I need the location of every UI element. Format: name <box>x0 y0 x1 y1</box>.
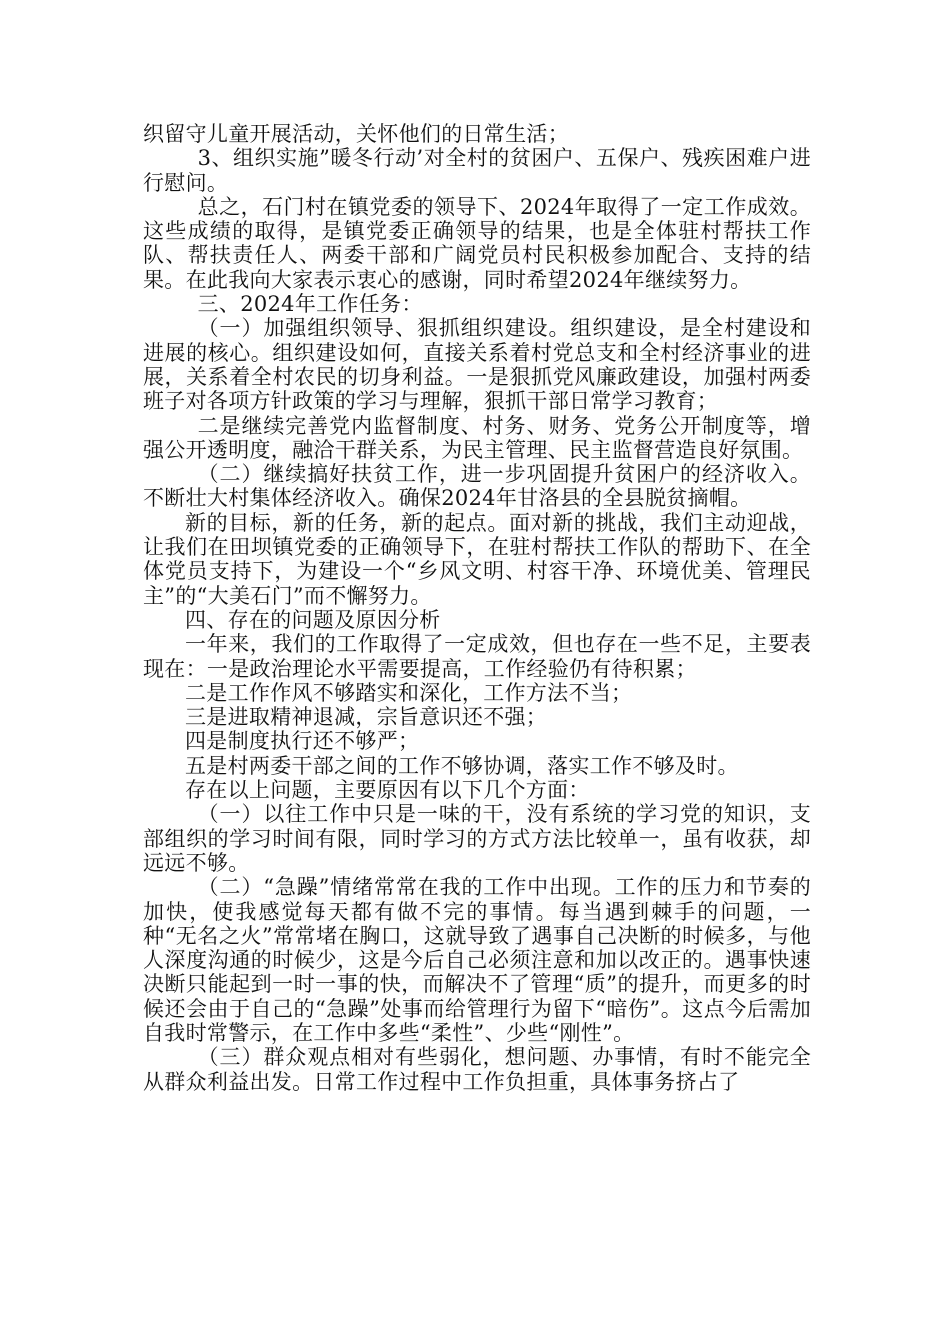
paragraph-new-goals: 新的目标，新的任务，新的起点。面对新的挑战，我们主动迎战，让我们在田坝镇党委的正确领导下，在驻村帮扶工作队的帮助下、在全体党员支持下，为建设一个“乡风文明、村容干净、环境优美、管理民主”的“大美石门”而不懈努力。 <box>143 510 811 608</box>
paragraph-problem-3: 三是进取精神退减，宗旨意识还不强； <box>185 705 548 730</box>
paragraph-problem-2: 二是工作作风不够踏实和深化，工作方法不当； <box>185 680 633 705</box>
paragraph-problems-intro: 一年来，我们的工作取得了一定成效，但也存在一些不足，主要表现在：一是政治理论水平需要提高，工作经验仍有待积累； <box>143 632 811 681</box>
paragraph-cause-1: （一）以往工作中只是一味的干，没有系统的学习党的知识，支部组织的学习时间有限，同时学习的方式方法比较单一，虽有收获，却远远不够。 <box>143 802 811 875</box>
section-heading-tasks: 三、2024年工作任务： <box>197 292 423 317</box>
paragraph-causes-intro: 存在以上问题，主要原因有以下几个方面： <box>185 778 590 803</box>
section-heading-problems: 四、存在的问题及原因分析 <box>185 607 441 632</box>
document-body <box>143 122 811 1094</box>
paragraph-task-2: （二）继续搞好扶贫工作，进一步巩固提升贫困户的经济收入。不断壮大村集体经济收入。确保2024年甘洛县的全县脱贫摘帽。 <box>143 462 811 511</box>
paragraph-summary: 总之，石门村在镇党委的领导下、2024年取得了一定工作成效。这些成绩的取得，是镇党委正确领导的结果，也是全体驻村帮扶工作队、帮扶责任人、两委干部和广阔党员村民积极参加配合、支持的结果。在此我向大家表示衷心的感谢，同时希望2024年继续努力。 <box>143 194 811 292</box>
paragraph-task-1-part-2: 二是继续完善党内监督制度、村务、财务、党务公开制度等，增强公开透明度，融洽干群关系，为民主管理、民主监督营造良好氛围。 <box>143 413 811 462</box>
paragraph-cause-3: （三）群众观点相对有些弱化，想问题、办事情，有时不能完全从群众利益出发。日常工作过程中工作负担重，具体事务挤占了 <box>143 1045 811 1094</box>
paragraph-item-3: 3、组织实施”暖冬行动’对全村的贫困户、五保户、残疾困难户进行慰问。 <box>143 146 811 195</box>
paragraph-problem-5: 五是村两委干部之间的工作不够协调，落实工作不够及时。 <box>185 753 739 778</box>
paragraph-task-1: （一）加强组织领导、狠抓组织建设。组织建设，是全村建设和进展的核心。组织建设如何，直接关系着村党总支和全村经济事业的进展，关系着全村农民的切身利益。一是狠抓党风廉政建设，加强村两委班子对各项方针政策的学习与理解，狠抓干部日常学习教育； <box>143 316 811 414</box>
paragraph-continuation: 织留守儿童开展活动，关怀他们的日常生活； <box>143 122 569 146</box>
paragraph-cause-2: （二）“急躁”情绪常常在我的工作中出现。工作的压力和节奏的加快，使我感觉每天都有做不完的事情。每当遇到棘手的问题，一种“无名之火”常常堵在胸口，这就导致了遇事自己决断的时候多，与他人深度沟通的时候少，这是今后自己必须注意和加以改正的。遇事快速决断只能起到一时一事的快，而解决不了管理“质”的提升，而更多的时候还会由于自己的“急躁”处事而给管理行为留下“暗伤”。这点今后需加自我时常警示，在工作中多些“柔性”、少些“刚性”。 <box>143 875 811 1045</box>
paragraph-problem-4: 四是制度执行还不够严； <box>185 729 420 754</box>
